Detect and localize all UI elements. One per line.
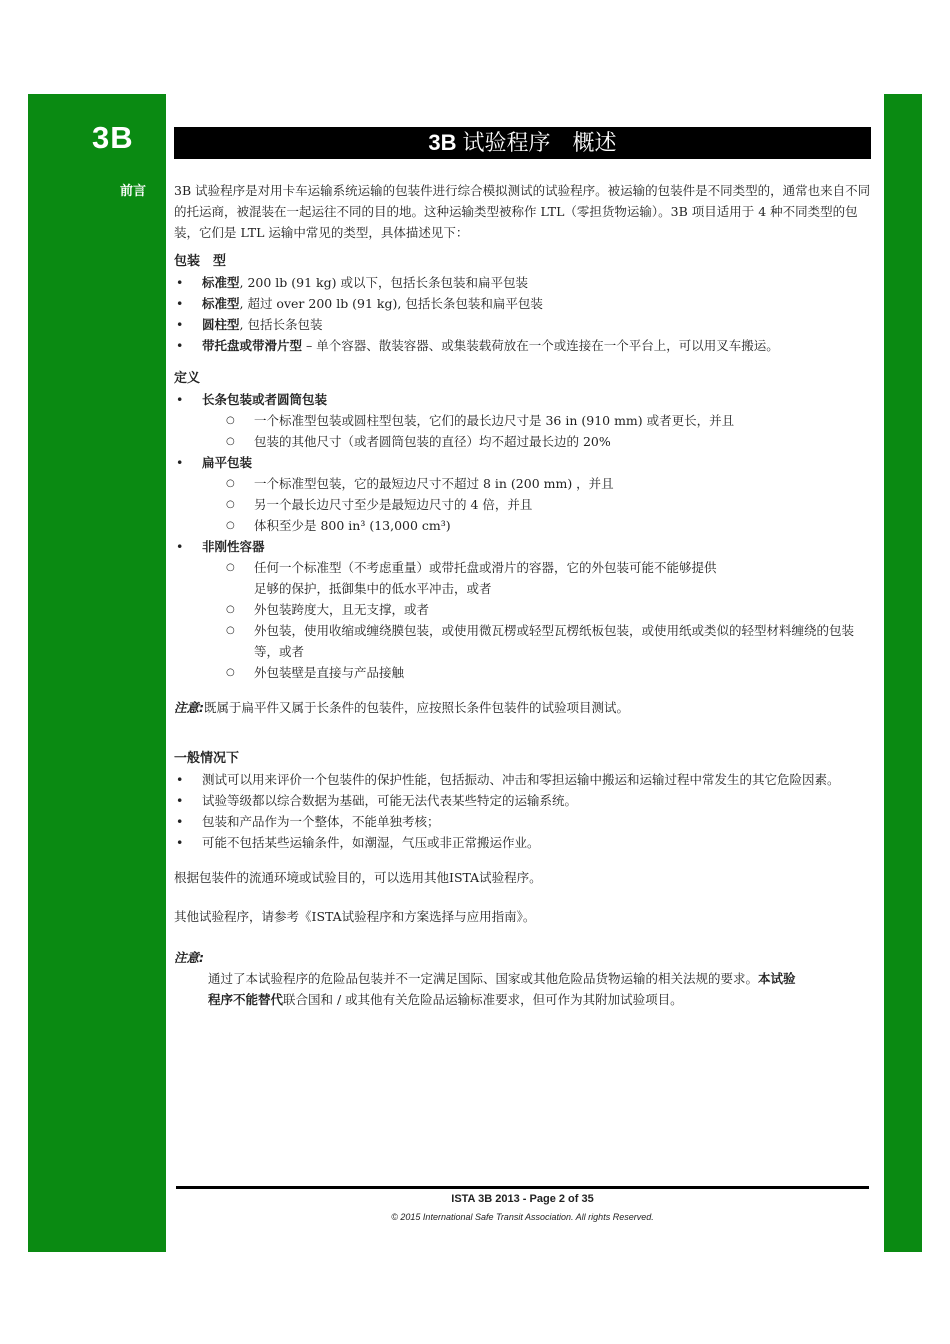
right-green-border [884,94,922,1252]
list-item: ○ 外包装，使用收缩或缠绕膜包装，或使用微瓦楞或轻型瓦楞纸板包装，或使用纸或类似的轻型材料缠绕的包装等，或者 [174,620,874,662]
side-label-preface: 前言 [120,184,147,199]
item-text: , 超过 over 200 lb (91 kg), 包括长条包装和扁平包装 [239,296,543,311]
definition-term: 非刚性容器 [202,539,265,554]
item-term: 带托盘或带滑片型 [202,338,303,353]
list-item: ○ 外包装跨度大，且无支撑，或者 [174,599,874,620]
definition-sublist [174,473,874,536]
item-text: , 包括长条包装 [239,317,323,332]
note2-text-bold: 本试验程序不能替代 [208,971,796,1007]
note2-label: 注意: [174,950,204,965]
section-badge: 3B [92,120,134,155]
list-item: ○ 外包装壁是直接与产品接触 [174,662,874,683]
note-flat-long [174,697,874,718]
list-item [174,293,874,314]
item-term: 标准型 [202,296,240,311]
item-term: 圆柱型 [202,317,240,332]
footer-copyright: © 2015 International Safe Transit Association. All rights Reserved. [391,1212,654,1222]
intro-paragraph: 3B 试验程序是对用卡车运输系统运输的包装件进行综合模拟测试的试验程序。被运输的包装件是不同类型的，通常也来自不同的托运商，被混装在一起运往不同的目的地。这种运输类型被称作 LTL（零担货物运输）。3B 项目适用于 4 种不同类型的包装，它们是 LTL 运输中常见的类型，具体描述见下： [174,183,871,240]
paragraph-other-procedures: 根据包装件的流通环境或试验目的，可以选用其他ISTA试验程序。 [174,870,542,885]
list-item: ○ 包装的其他尺寸（或者圆筒包装的直径）均不超过最长边的 20% [174,431,874,452]
note-label: 注意: [174,700,204,715]
list-item [174,335,874,356]
page-title-code: 3B [428,130,457,155]
list-item: • 包装和产品作为一个整体，不能单独考核； [174,811,874,832]
list-item: • 可能不包括某些运输条件，如潮湿，气压或非正常搬运作业。 [174,832,874,853]
definitions-list [174,389,874,683]
list-item: • 试验等级都以综合数据为基础，可能无法代表某些特定的运输系统。 [174,790,874,811]
definition-long [174,389,874,452]
list-item: ○ 任何一个标准型（不考虑重量）或带托盘或滑片的容器，它的外包装可能不能够提供足够的保护，抵御集中的低水平冲击，或者 [174,557,874,599]
page-title [174,127,871,159]
list-item: ○ 另一个最长边尺寸至少是最短边尺寸的 4 倍，并且 [174,494,874,515]
list-item [174,272,874,293]
definition-term: 扁平包装 [202,455,253,470]
package-type-heading: 包装 型 [174,254,227,269]
list-item: ○ 一个标准型包装或圆柱型包装，它们的最长边尺寸是 36 in (910 mm) 或者更长，并且 [174,410,874,431]
note2-text-part1: 通过了本试验程序的危险品包装并不一定满足国际、国家或其他危险品货物运输的相关法规的要求。 [208,971,759,986]
main-content [174,180,874,1010]
left-green-sidebar [28,94,166,1252]
general-heading: 一般情况下 [174,751,240,766]
note2-text [174,968,874,1010]
definition-flat [174,452,874,536]
note2-text-part2: 联合国和 / 或其他有关危险品运输标准要求，但可作为其附加试验项目。 [283,992,683,1007]
footer-page-number: ISTA 3B 2013 - Page 2 of 35 [451,1193,594,1205]
package-type-list [174,272,874,356]
note-text: 既属于扁平件又属于长条件的包装件，应按照长条件包装件的试验项目测试。 [204,700,630,715]
definition-sublist [174,557,874,683]
list-item: ○ 体积至少是 800 in³ (13,000 cm³) [174,515,874,536]
general-list [174,769,874,853]
list-item [174,314,874,335]
definition-nonrigid [174,536,874,683]
definition-sublist [174,410,874,452]
list-item: • 测试可以用来评价一个包装件的保护性能，包括振动、冲击和零担运输中搬运和运输过程中常发生的其它危险因素。 [174,769,874,790]
item-text: , 200 lb (91 kg) 或以下，包括长条包装和扁平包装 [239,275,528,290]
item-term: 标准型 [202,275,240,290]
item-text: – 单个容器、散装容器、或集装载荷放在一个或连接在一个平台上，可以用叉车搬运。 [302,338,779,353]
definition-term: 长条包装或者圆筒包装 [202,392,328,407]
footer-divider [176,1186,869,1189]
list-item: ○ 一个标准型包装，它的最短边尺寸不超过 8 in (200 mm) ，并且 [174,473,874,494]
paragraph-guide-reference: 其他试验程序，请参考《ISTA试验程序和方案选择与应用指南》。 [174,909,536,924]
page-title-text: 试验程序 概述 [462,131,617,156]
definitions-heading: 定义 [174,371,201,386]
